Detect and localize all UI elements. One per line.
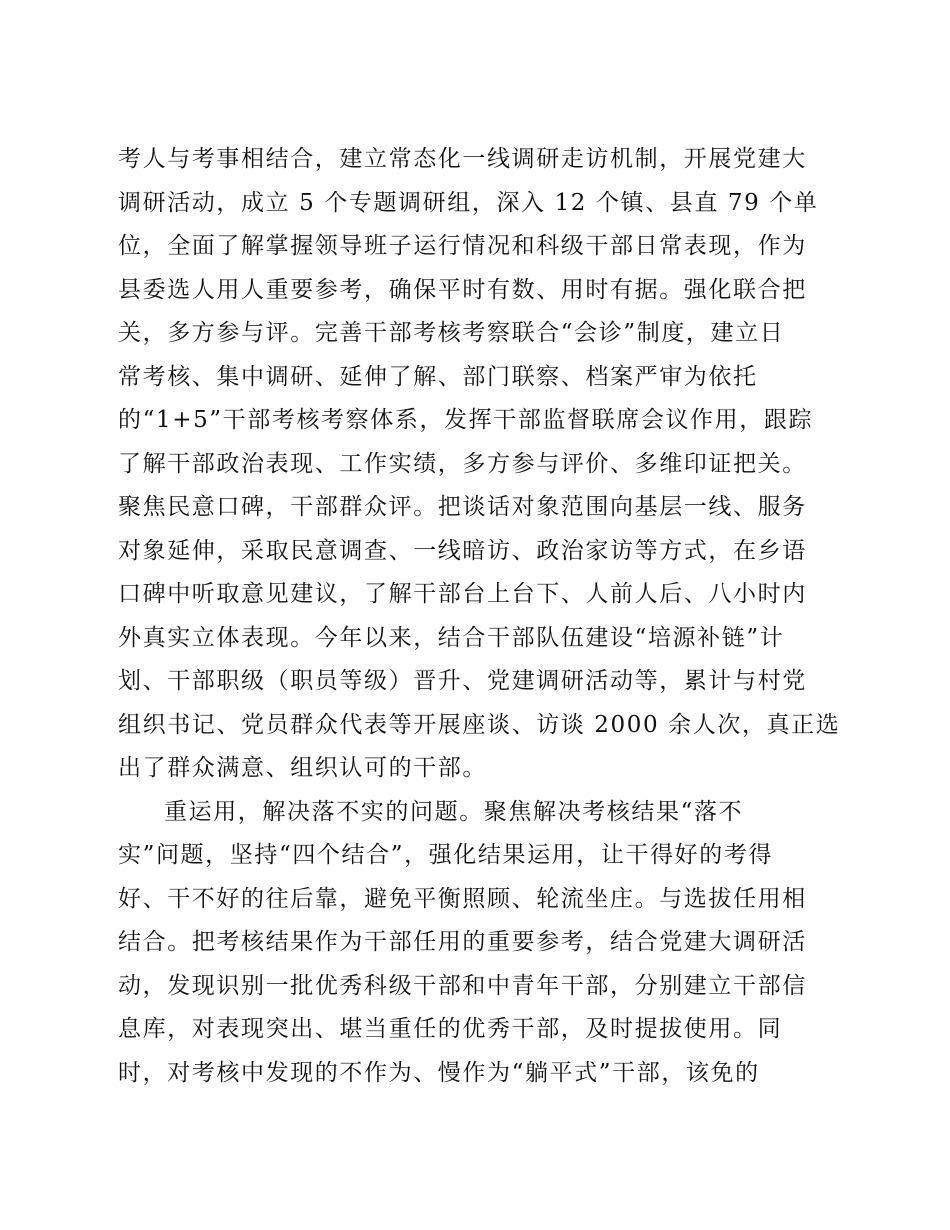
body-text bbox=[118, 138, 841, 1095]
text-line: 动，发现识别一批优秀科级干部和中青年干部，分别建立干部信 bbox=[118, 972, 807, 999]
text-line: 县委选人用人重要参考，确保平时有数、用时有据。强化联合把 bbox=[118, 276, 807, 303]
text-line: 实”问题，坚持“四个结合”，强化结果运用，让干得好的考得 bbox=[118, 842, 774, 868]
text-line: 结合。把考核结果作为干部任用的重要参考，结合党建大调研活 bbox=[118, 929, 807, 955]
text-line: 组织书记、党员群众代表等开展座谈、访谈 2000 余人次，真正选 bbox=[118, 711, 841, 738]
text-line: 好、干不好的往后靠，避免平衡照顾、轮流坐庄。与选拔任用相 bbox=[118, 885, 807, 912]
text-line: 出了群众满意、组织认可的干部。 bbox=[118, 755, 487, 781]
text-line: 外真实立体表现。今年以来，结合干部队伍建设“培源补链”计 bbox=[118, 624, 785, 651]
text-line: 考人与考事相结合，建立常态化一线调研走访机制，开展党建大 bbox=[118, 146, 807, 172]
text-line: 划、干部职级（职员等级）晋升、党建调研活动等，累计与村党 bbox=[118, 668, 807, 694]
text-line: 口碑中听取意见建议，了解干部台上台下、人前人后、八小时内 bbox=[118, 581, 807, 607]
text-line: 息库，对表现突出、堪当重任的优秀干部，及时提拔使用。同 bbox=[118, 1016, 783, 1042]
text-line: 了解干部政治表现、工作实绩，多方参与评价、多维印证把关。 bbox=[118, 450, 807, 477]
text-line: 关，多方参与评。完善干部考核考察联合“会诊”制度，建立日 bbox=[118, 320, 785, 346]
text-line: 时，对考核中发现的不作为、慢作为“躺平式”干部，该免的 bbox=[118, 1059, 760, 1086]
paragraph-first-line: 重运用，解决落不实的问题。聚焦解决考核结果“落不 bbox=[164, 798, 744, 825]
text-line: 的“1+5”干部考核考察体系，发挥干部监督联席会议作用，跟踪 bbox=[118, 407, 814, 433]
text-line: 调研活动，成立 5 个专题调研组，深入 12 个镇、县直 79 个单 bbox=[118, 189, 819, 216]
text-line: 聚焦民意口碑，干部群众评。把谈话对象范围向基层一线、服务 bbox=[118, 494, 807, 520]
text-line: 常考核、集中调研、延伸了解、部门联察、档案严审为依托 bbox=[118, 363, 758, 390]
text-line: 对象延伸，采取民意调查、一线暗访、政治家访等方式，在乡语 bbox=[118, 537, 807, 564]
text-line: 位，全面了解掌握领导班子运行情况和科级干部日常表现，作为 bbox=[118, 233, 807, 259]
